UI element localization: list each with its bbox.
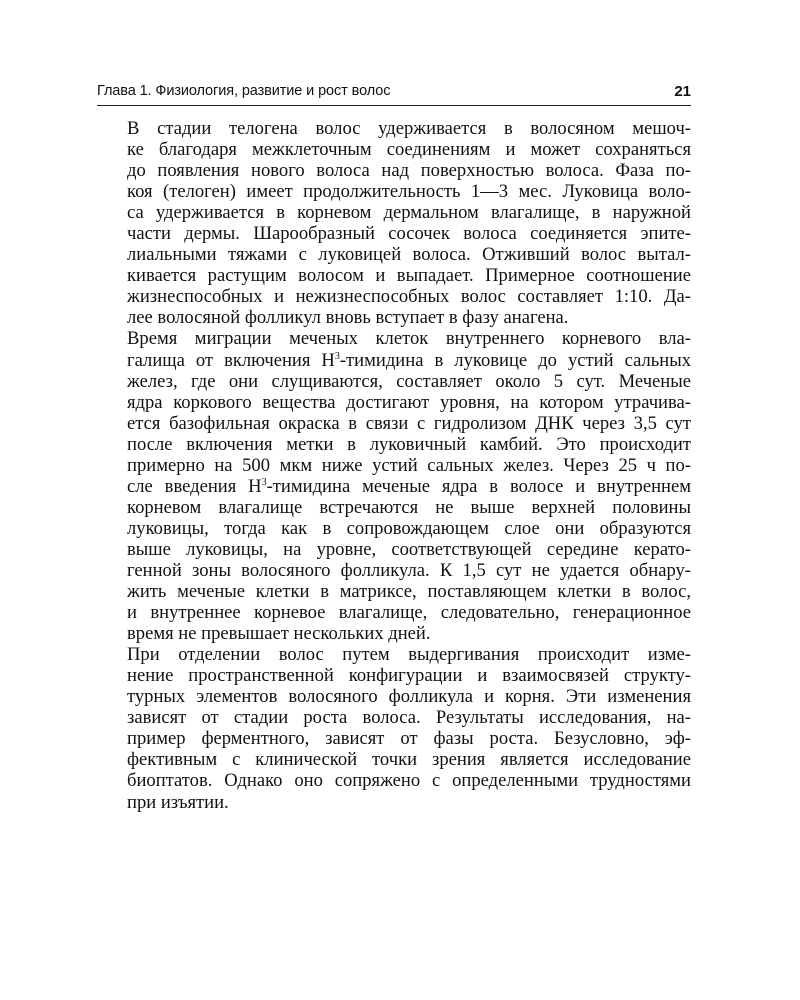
text-line: части дермы. Шарообразный сосочек волоса соединяется эпите- bbox=[127, 223, 691, 245]
text-line: биоптатов. Однако оно сопряжено с определенными трудностями bbox=[127, 770, 691, 792]
running-header bbox=[97, 83, 691, 106]
text-line: коя (телоген) имеет продолжительность 1—3 мес. Луковица воло- bbox=[127, 181, 691, 203]
text-line: пример ферментного, зависят от фазы роста. Безусловно, эф- bbox=[127, 728, 691, 750]
text-line: галища от включения $H^3$-тимидина в луковице до устий сальных bbox=[127, 349, 691, 371]
text-line: нение пространственной конфигурации и взаимосвязей структу- bbox=[127, 665, 691, 687]
text-line: фективным с клинической точки зрения является исследование bbox=[127, 749, 691, 771]
text-line: время не превышает нескольких дней. bbox=[127, 623, 431, 645]
text-line: турных элементов волосяного фолликула и корня. Эти изменения bbox=[127, 686, 691, 708]
text-line: желез, где они слущиваются, составляет около 5 сут. Меченые bbox=[127, 370, 691, 392]
text-line: лее волосяной фолликул вновь вступает в фазу анагена. bbox=[127, 307, 569, 329]
text-line: луковицы, тогда как в сопровождающем слое они образуются bbox=[127, 517, 691, 539]
page-number: 21 bbox=[674, 83, 691, 100]
text-line: корневом влагалище встречаются не выше верхней половины bbox=[127, 496, 691, 518]
text-line: после включения метки в луковичный камбий. Это происходит bbox=[127, 433, 691, 455]
text-line: до появления нового волоса над поверхностью волоса. Фаза по- bbox=[127, 160, 691, 182]
text-line: При отделении волос путем выдергивания происходит изме- bbox=[127, 644, 691, 666]
text-line: зависят от стадии роста волоса. Результаты исследования, на- bbox=[127, 707, 691, 729]
paragraph bbox=[97, 644, 691, 812]
text-line: выше луковицы, на уровне, соответствующей середине керато- bbox=[127, 538, 691, 560]
text-line: са удерживается в корневом дермальном влагалище, в наружной bbox=[127, 202, 691, 224]
text-line: сле введения $H^3$-тимидина меченые ядра в волосе и внутреннем bbox=[127, 475, 691, 497]
text-line: кивается растущим волосом и выпадает. Примерное соотношение bbox=[127, 265, 691, 287]
text-line: жизнеспособных и нежизнеспособных волос составляет 1:10. Да- bbox=[127, 286, 691, 308]
text-line: лиальными тяжами с луковицей волоса. Отживший волос вытал- bbox=[127, 244, 691, 266]
text-line: Время миграции меченых клеток внутреннего корневого вла- bbox=[127, 328, 691, 350]
text-line: генной зоны волосяного фолликула. К 1,5 сут не удается обнару- bbox=[127, 559, 691, 581]
text-line: жить меченые клетки в матриксе, поставляющем клетки в волос, bbox=[127, 581, 691, 603]
text-line: В стадии телогена волос удерживается в волосяном мешоч- bbox=[127, 118, 691, 139]
text-line: ядра коркового вещества достигают уровня, на котором утрачива- bbox=[127, 391, 691, 413]
paragraph bbox=[97, 118, 691, 328]
chapter-title: Глава 1. Физиология, развитие и рост волос bbox=[97, 83, 391, 99]
text-line: ке благодаря межклеточным соединениям и может сохраняться bbox=[127, 139, 691, 161]
body-text bbox=[97, 118, 691, 813]
text-line: при изъятии. bbox=[127, 791, 229, 813]
paragraph bbox=[97, 328, 691, 644]
text-line: примерно на 500 мкм ниже устий сальных желез. Через 25 ч по- bbox=[127, 454, 691, 476]
text-line: и внутреннее корневое влагалище, следовательно, генерационное bbox=[127, 602, 691, 624]
text-line: ется базофильная окраска в связи с гидролизом ДНК через 3,5 сут bbox=[127, 412, 691, 434]
